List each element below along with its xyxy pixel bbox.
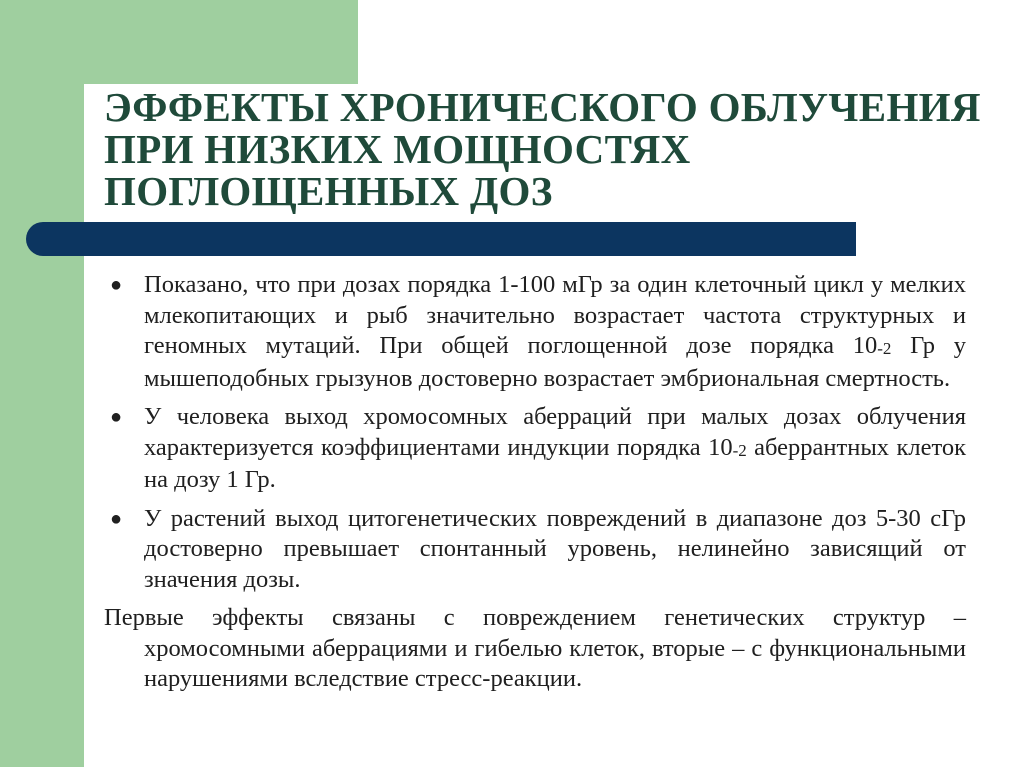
bullet-item bbox=[104, 402, 966, 496]
bullet-dot-icon: ● bbox=[110, 507, 123, 530]
title-line-3: ПОГЛОЩЕННЫХ ДОЗ bbox=[104, 168, 553, 214]
bullet-dot-icon: ● bbox=[110, 406, 123, 428]
bullet-text-continued: Гр у мышеподобных грызунов достоверно возрастает эмбриональная смертность. bbox=[144, 332, 966, 392]
bullet-dot-icon: ● bbox=[110, 274, 123, 296]
exponent-text: -2 bbox=[732, 440, 747, 460]
slide-body bbox=[104, 270, 966, 695]
bullet-item bbox=[104, 504, 966, 596]
title-underline-bar bbox=[26, 222, 856, 256]
bullet-text: Показано, что при дозах порядка 1-100 мГр за один клеточный цикл у мелких млекопитающих и рыб значительно возрастает частота структурных и геномных мутаций. При общей поглощенной дозе порядка 10 bbox=[144, 271, 966, 359]
title-line-2: ПРИ НИЗКИХ МОЩНОСТЯХ bbox=[104, 126, 691, 172]
bullet-text-continued: аберрантных клеток на дозу 1 Гр. bbox=[144, 433, 966, 493]
bullet-item bbox=[104, 270, 966, 394]
bullet-text: У человека выход хромосомных аберраций при малых дозах облучения характеризуется коэффициентами индукции порядка 10 bbox=[144, 403, 966, 461]
bullet-text: У растений выход цитогенетических повреждений в диапазоне доз 5-30 сГр достоверно превышает спонтанный уровень, нелинейно зависящий от значения дозы. bbox=[144, 504, 966, 593]
title-line-1: ЭФФЕКТЫ ХРОНИЧЕСКОГО ОБЛУЧЕНИЯ bbox=[104, 84, 981, 130]
closing-paragraph: Первые эффекты связаны с повреждением генетических структур – хромосомными аберрациями и гибелью клеток, вторые – с функциональными нарушениями вследствие стресс-реакции. bbox=[104, 604, 966, 692]
exponent-text: -2 bbox=[877, 339, 892, 358]
slide-title bbox=[104, 86, 1004, 212]
